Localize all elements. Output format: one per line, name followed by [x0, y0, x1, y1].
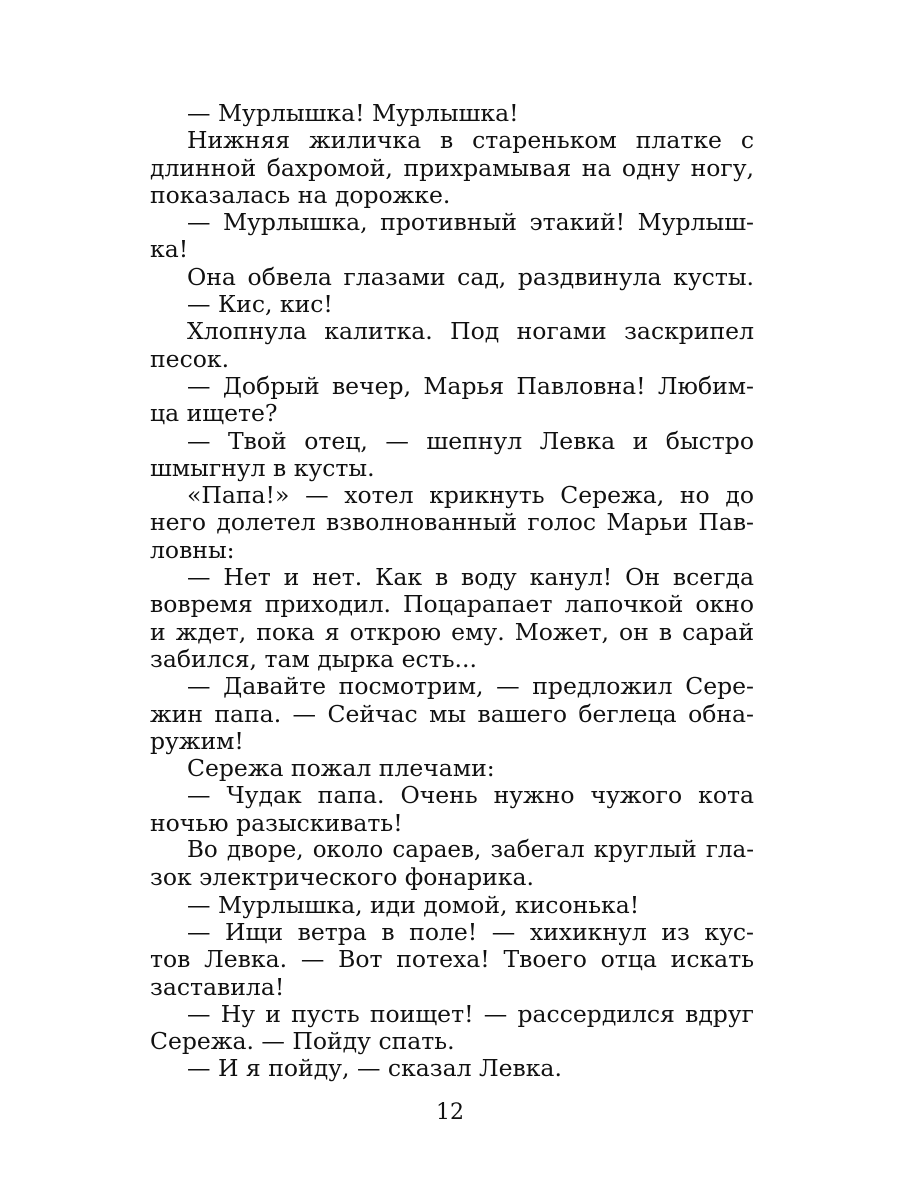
text-line: ца ищете?	[150, 399, 278, 428]
text-line: — Ищи ветра в поле! — хихикнул из кус-	[187, 917, 754, 946]
text-line: Хлопнула калитка. Под ногами заскрипел	[187, 317, 754, 346]
text-line: Сережа. — Пойду спать.	[150, 1027, 455, 1056]
text-line: жин папа. — Сейчас мы вашего беглеца обна-	[150, 699, 754, 728]
text-line: и ждет, пока я открою ему. Может, он в сарай	[150, 617, 754, 646]
text-line: ночью разыскивать!	[150, 808, 403, 837]
text-line: — Чудак папа. Очень нужно чужого кота	[187, 781, 754, 810]
text-line: — Мурлышка! Мурлышка!	[187, 99, 519, 127]
text-line: зок электрического фонарика.	[150, 863, 534, 892]
text-line: — Добрый вечер, Марья Павловна! Любим-	[187, 371, 754, 400]
text-line: шмыгнул в кусты.	[150, 453, 375, 482]
text-line: Она обвела глазами сад, раздвинула кусты.	[187, 262, 754, 291]
page-number: 12	[436, 1100, 464, 1125]
text-line: ружим!	[150, 726, 244, 755]
text-line: — Давайте посмотрим, — предложил Сере-	[187, 672, 754, 701]
text-line: тов Левка. — Вот потеха! Твоего отца искать	[150, 945, 754, 974]
text-line: длинной бахромой, прихрамывая на одну ногу,	[150, 153, 754, 182]
text-line: показалась на дорожке.	[150, 180, 451, 209]
text-line: — Мурлышка, иди домой, кисонька!	[187, 890, 640, 919]
text-line: Сережа пожал плечами:	[187, 754, 495, 783]
body-text	[150, 100, 754, 1083]
text-line: «Папа!» — хотел крикнуть Сережа, но до	[187, 481, 754, 510]
text-line: — Кис, кис!	[187, 290, 333, 319]
text-line: ка!	[150, 235, 189, 264]
text-line: вовремя приходил. Поцарапает лапочкой окно	[150, 590, 754, 619]
text-line: — Ну и пусть поищет! — рассердился вдруг	[187, 999, 754, 1028]
text-line: забился, там дырка есть...	[150, 644, 477, 673]
text-line: Нижняя жиличка в стареньком платке с	[187, 126, 754, 155]
text-line: заставила!	[150, 972, 285, 1001]
text-line: — И я пойду, — сказал Левка.	[187, 1054, 562, 1083]
text-line: — Мурлышка, противный этакий! Мурлыш-	[187, 208, 754, 237]
text-line: — Нет и нет. Как в воду канул! Он всегда	[187, 563, 754, 592]
text-line: Во дворе, около сараев, забегал круглый гла-	[187, 837, 754, 864]
text-line: песок.	[150, 344, 230, 373]
text-line: — Твой отец, — шепнул Левка и быстро	[187, 426, 754, 455]
text-line: ловны:	[150, 535, 235, 564]
text-line: него долетел взволнованный голос Марьи Пав-	[150, 508, 754, 537]
